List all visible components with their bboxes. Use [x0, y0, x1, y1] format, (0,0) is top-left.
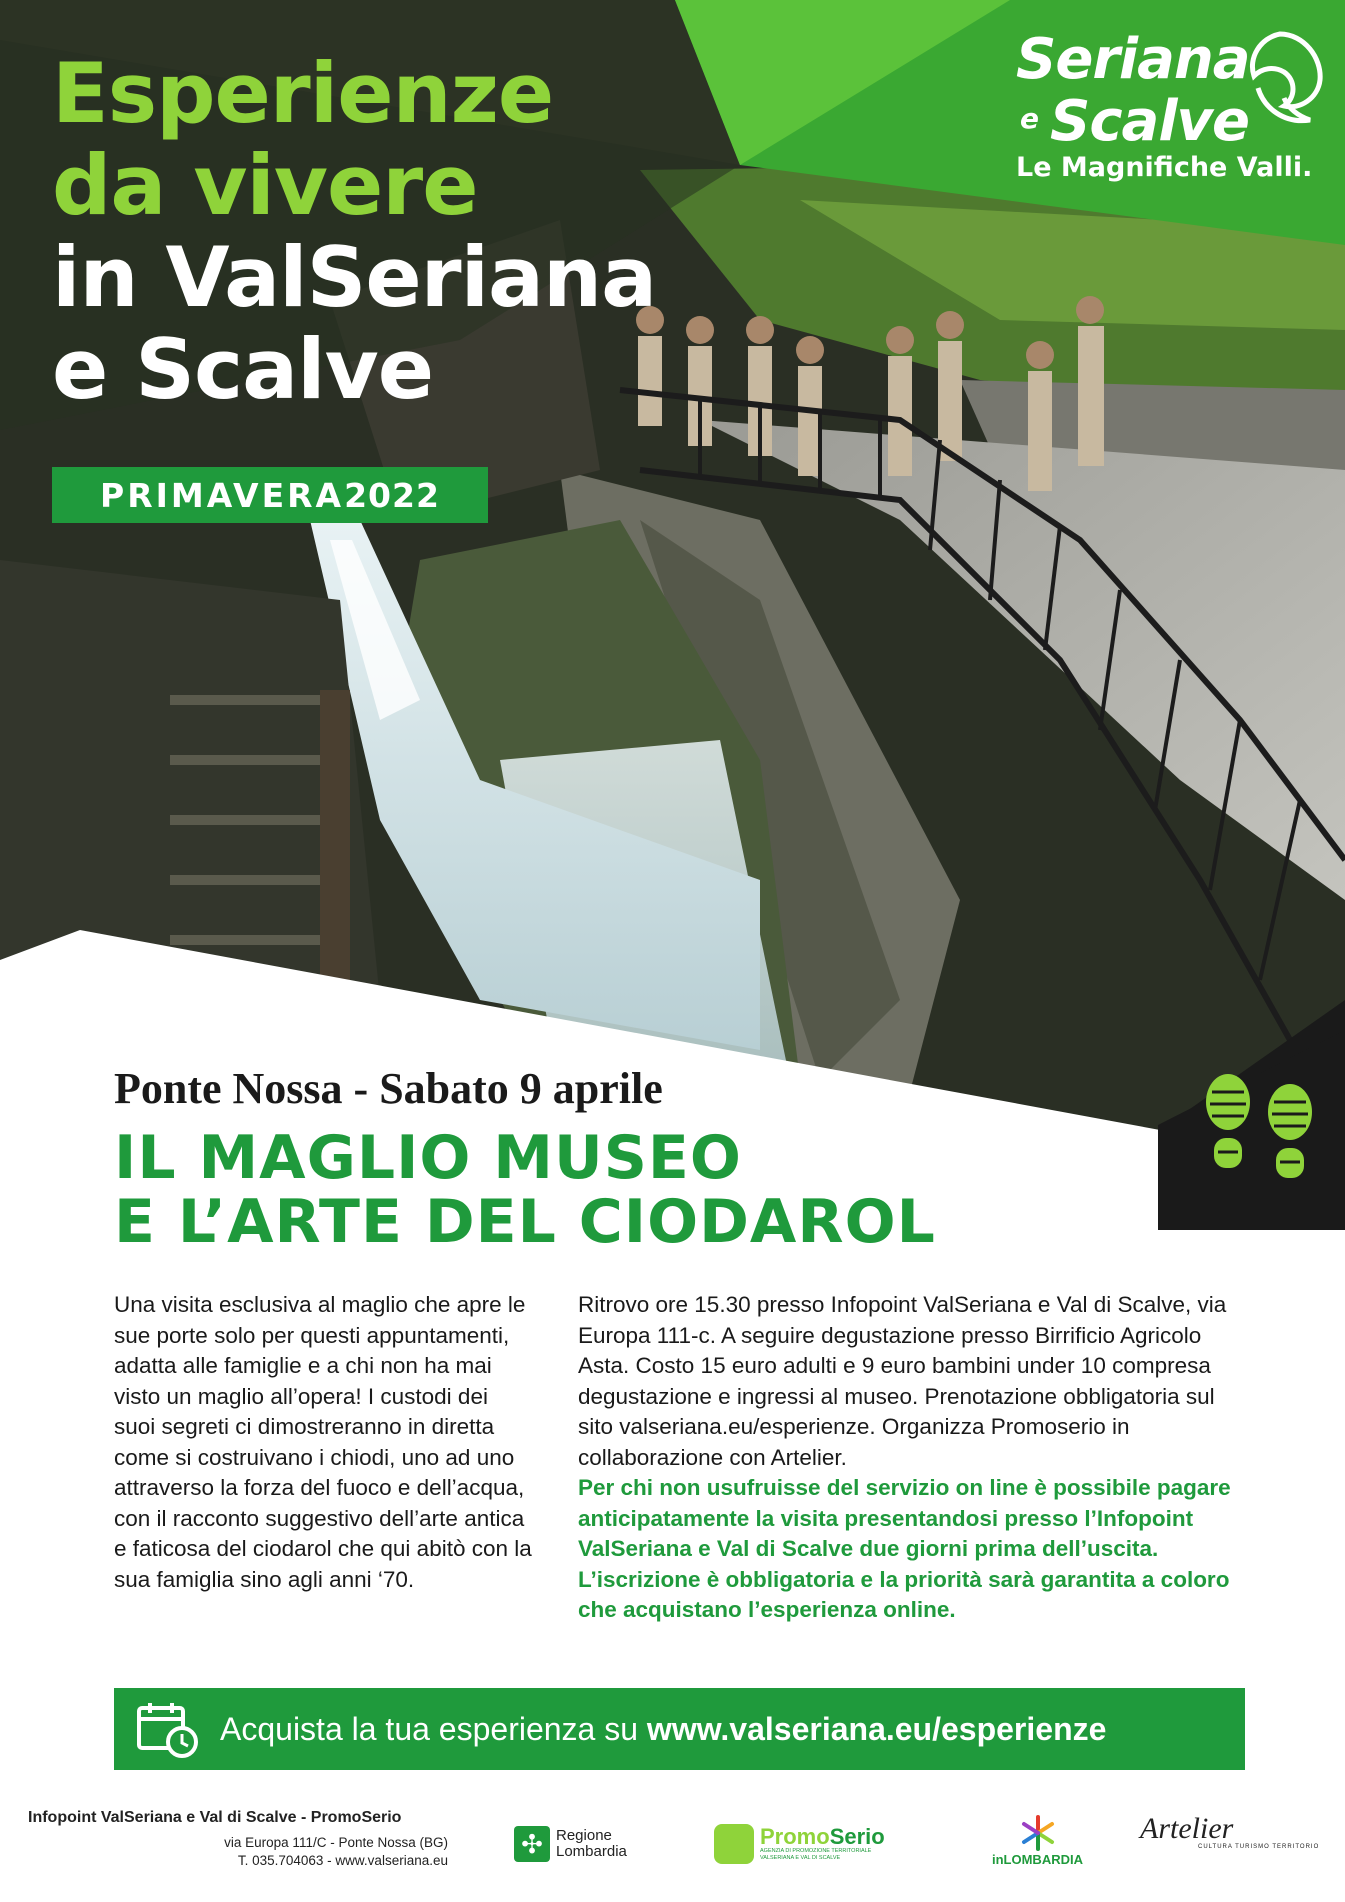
event-title-line-1: IL MAGLIO MUSEO	[114, 1123, 742, 1193]
regione-lombardia-logo	[514, 1814, 627, 1874]
inlombardia-text: inLOMBARDIA	[992, 1852, 1083, 1867]
season-label: PRIMAVERA	[100, 475, 345, 515]
event-details-block	[578, 1290, 1238, 1626]
event-note: Per chi non usufruisse del servizio on line è possibile pagare anticipatamente la visita presentandosi presso l’Infopoint ValSeriana e Val di Scalve due giorni prima dell’uscita. L’iscrizione è obbligatoria e la priorità sarà garantita a coloro che acquistano l’esperienza online.	[578, 1475, 1231, 1622]
headline	[52, 45, 657, 418]
promoserio-logo	[714, 1814, 890, 1874]
artelier-name: Artelier	[1140, 1812, 1234, 1845]
brand-logo	[1008, 24, 1333, 199]
event-description: Una visita esclusiva al maglio che apre le sue porte solo per questi appuntamenti, adatta alle famiglie e a chi non ha mai visto un maglio all’opera! I custodi dei suoi segreti ci dimostreranno in diretta come si costruivano i chiodi, uno ad uno attraverso la forza del fuoco e dell’acqua, con il racconto suggestivo dell’arte antica e faticosa del ciodarol che qui abitò con la sua famiglia sino agli anni ‘70.	[114, 1292, 532, 1592]
logo-seriana: Seriana	[1016, 27, 1250, 92]
headline-line-4: e Scalve	[52, 321, 434, 418]
regione-line-1: Regione	[556, 1827, 612, 1844]
event-location-date: Ponte Nossa - Sabato 9 aprile	[114, 1064, 663, 1113]
footer-org: Infopoint ValSeriana e Val di Scalve - PromoSerio	[28, 1809, 402, 1826]
promoserio-mark-icon	[714, 1824, 754, 1864]
footer	[0, 1800, 1345, 1902]
footer-info	[28, 1808, 448, 1870]
regione-rose-icon: ✣	[514, 1826, 550, 1862]
headline-line-2: da vivere	[52, 137, 478, 234]
logo-conjunction: e	[1020, 102, 1039, 135]
season-badge	[52, 467, 488, 523]
season-year: 2022	[344, 475, 440, 515]
inlombardia-logo	[992, 1814, 1083, 1874]
promoserio-name-b: Serio	[829, 1824, 885, 1849]
promoserio-subtitle: AGENZIA DI PROMOZIONE TERRITORIALE VALSERIANA E VAL DI SCALVE	[760, 1848, 872, 1861]
event-title	[114, 1123, 936, 1257]
artelier-logo	[1140, 1814, 1319, 1874]
headline-line-1: Esperienze	[52, 45, 554, 142]
cta-text	[220, 1711, 1106, 1748]
headline-line-3: in ValSeriana	[52, 229, 657, 326]
logo-scalve: Scalve	[1050, 89, 1249, 154]
shoe-panel	[1158, 1030, 1345, 1230]
event-title-line-2: E L’ARTE DEL CIODAROL	[114, 1187, 936, 1257]
inlombardia-star-icon	[1018, 1814, 1058, 1852]
event-details: Ritrovo ore 15.30 presso Infopoint ValSeriana e Val di Scalve, via Europa 111-c. A seguire degustazione presso Birrificio Agricolo Asta. Costo 15 euro adulti e 9 euro bambini under 10 compresa degustazione e ingressi al museo. Prenotazione obbligatoria sul sito valseriana.eu/esperienze. Organizza Promoserio in collaborazione con Artelier.	[578, 1292, 1227, 1470]
footer-address: via Europa 111/C - Ponte Nossa (BG)	[224, 1835, 448, 1850]
artelier-subtitle: CULTURA TURISMO TERRITORIO	[1198, 1844, 1320, 1850]
logo-tagline: Le Magnifiche Valli.	[1016, 152, 1313, 183]
calendar-clock-icon	[136, 1700, 200, 1758]
footer-contact: T. 035.704063 - www.valseriana.eu	[237, 1853, 448, 1868]
cta-url-link[interactable]: www.valseriana.eu/esperienze	[646, 1710, 1107, 1747]
purchase-cta[interactable]	[114, 1688, 1245, 1770]
logo-mark-icon	[1240, 28, 1326, 138]
regione-line-2: Lombardia	[556, 1843, 627, 1860]
promoserio-name-a: Promo	[760, 1824, 830, 1849]
cta-label: Acquista la tua esperienza su	[220, 1710, 647, 1747]
